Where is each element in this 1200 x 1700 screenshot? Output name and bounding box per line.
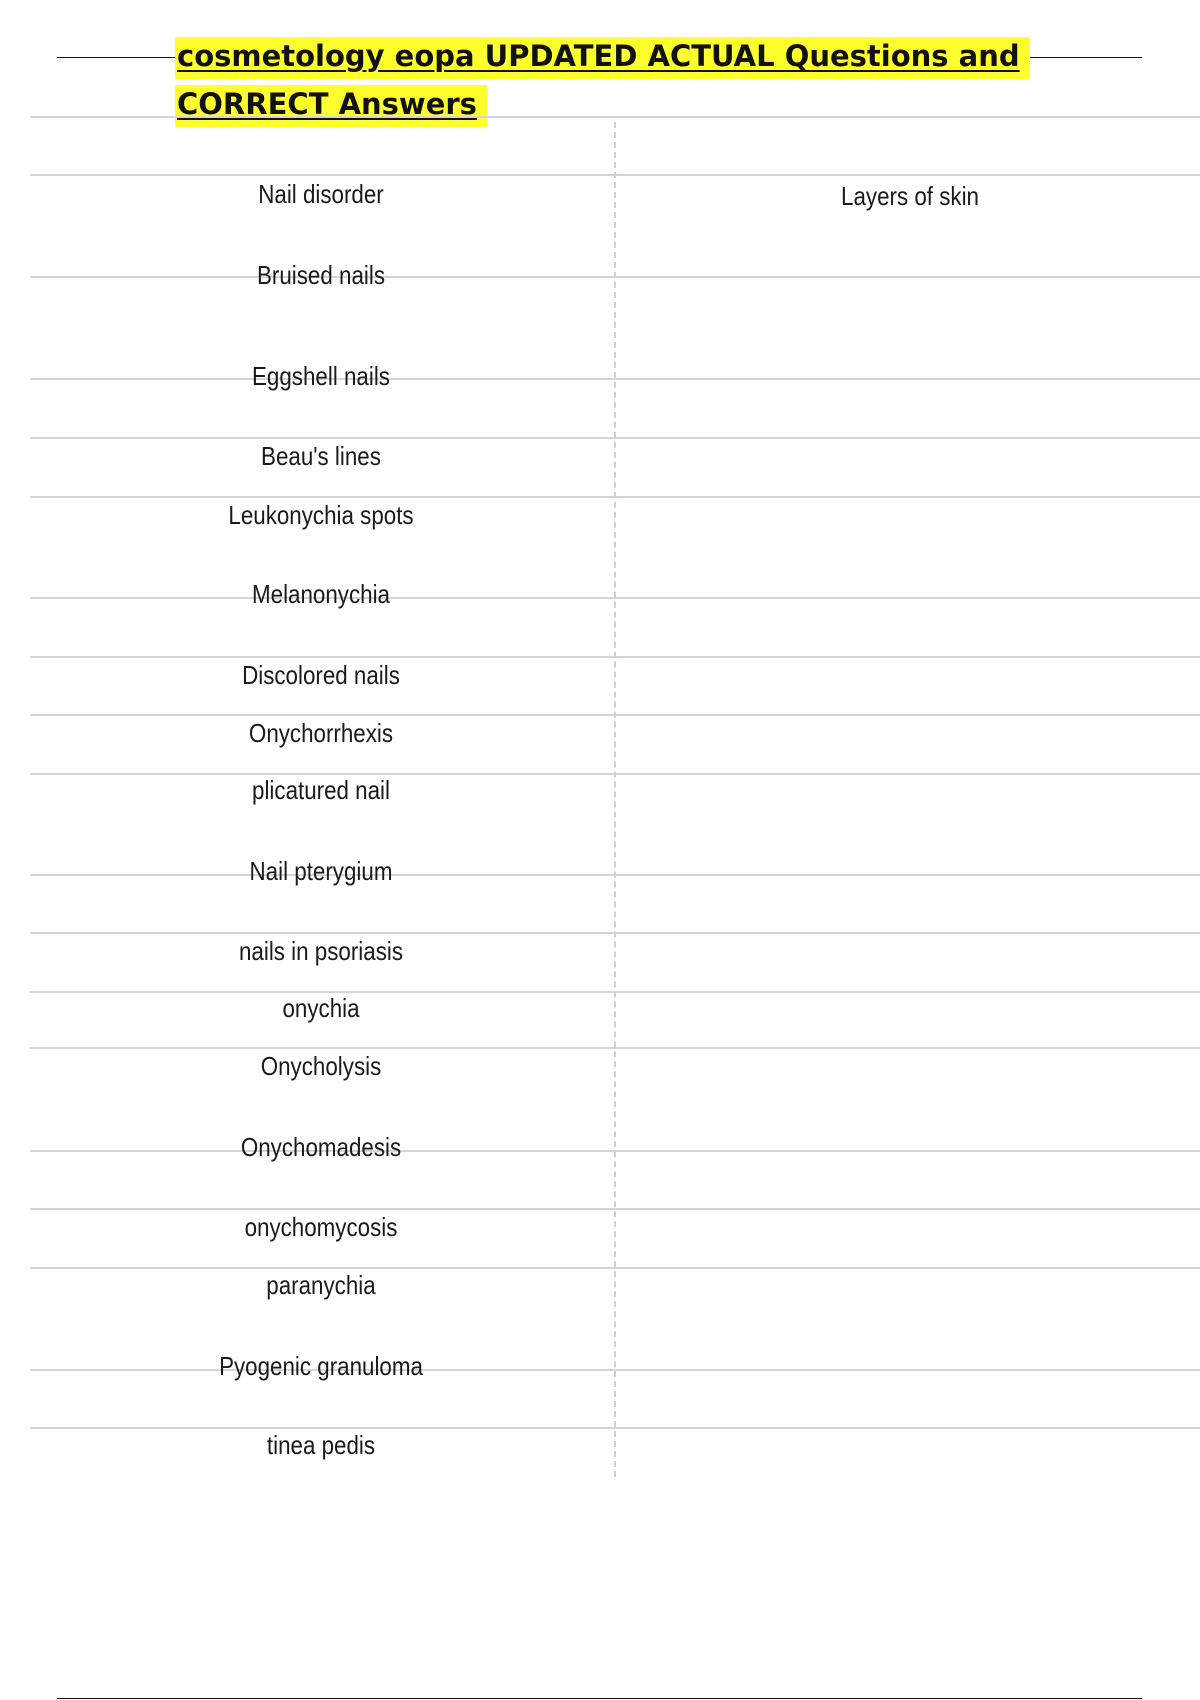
list-item: Eggshell nails bbox=[252, 361, 390, 391]
header-layers-of-skin: Layers of skin bbox=[841, 181, 979, 211]
title-highlight: cosmetology eopa UPDATED ACTUAL Questions and CORRECT Answers bbox=[175, 37, 1030, 127]
list-item: nails in psoriasis bbox=[238, 936, 404, 966]
header-nail-disorder: Nail disorder bbox=[258, 179, 384, 209]
table-rule bbox=[30, 116, 1200, 118]
list-item: Beau's lines bbox=[261, 441, 381, 471]
list-item: onychia bbox=[282, 993, 360, 1023]
column-divider bbox=[614, 122, 616, 1477]
list-item: Onychomadesis bbox=[240, 1132, 402, 1162]
list-item: Discolored nails bbox=[242, 660, 400, 690]
list-item: onychomycosis bbox=[244, 1212, 398, 1242]
document-title bbox=[175, 32, 1105, 128]
list-item: tinea pedis bbox=[266, 1430, 376, 1460]
list-item: paranychia bbox=[266, 1270, 376, 1300]
list-item: Onychorrhexis bbox=[248, 718, 394, 748]
list-item: Leukonychia spots bbox=[228, 500, 414, 530]
list-item: Onycholysis bbox=[260, 1051, 382, 1081]
list-item: plicatured nail bbox=[252, 775, 390, 805]
list-item: Bruised nails bbox=[256, 260, 386, 290]
list-item: Pyogenic granuloma bbox=[219, 1351, 423, 1381]
footer-rule bbox=[57, 1698, 1142, 1699]
list-item: Nail pterygium bbox=[249, 856, 393, 886]
list-item: Melanonychia bbox=[252, 579, 390, 609]
